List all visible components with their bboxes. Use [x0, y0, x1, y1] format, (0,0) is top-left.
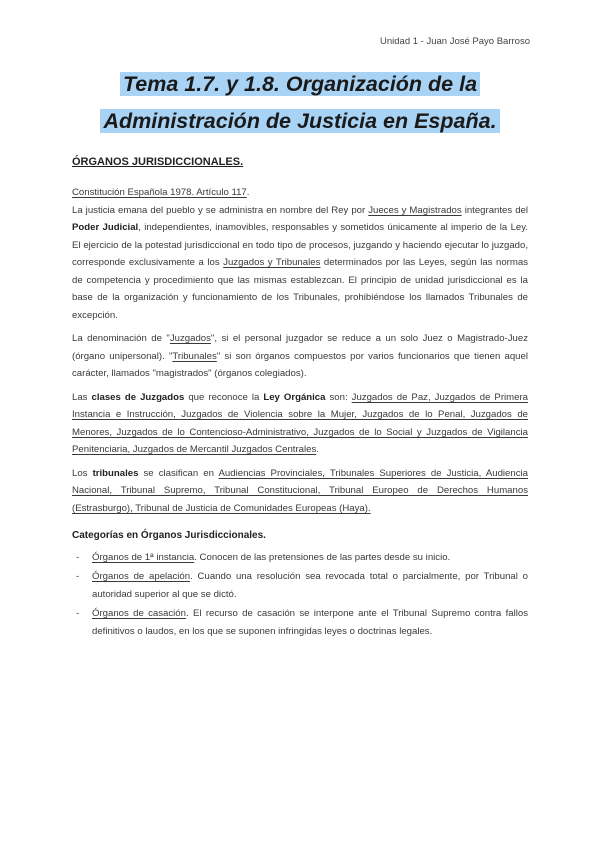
list-item — [72, 549, 528, 567]
underlined-term: Órganos de apelación — [92, 571, 191, 582]
paragraph-constitucion — [72, 184, 528, 324]
text-run: La justicia emana del pueblo y se administra en nombre del Rey por — [72, 204, 369, 216]
underlined-term: Órganos de casación — [92, 608, 186, 619]
categorias-list — [72, 549, 528, 641]
text-run: se clasifican en — [138, 467, 219, 479]
underlined-term: Juzgados de Paz, Juzgados de Primera Instancia e Instrucción, Juzgados de Violencia sobre la Mujer, Juzgados de lo Penal, Juzgados de Menores, Juzgados de lo Contencioso-Administrativo, Juzgados de lo Social y Juzgados de Vigilancia Penitenciaria, Juzgados de Mercantil Juzgados Centrales — [72, 391, 528, 455]
bullet-dash: - — [76, 551, 80, 563]
underlined-term: Órganos de 1ª instancia — [92, 551, 195, 563]
document-title — [72, 66, 528, 140]
text-run: integrantes del — [461, 204, 528, 216]
bold-term: tribunales — [92, 467, 139, 479]
list-item — [72, 605, 528, 640]
title-line-1: Tema 1.7. y 1.8. Organización de la — [120, 72, 480, 96]
text-run: " si son órganos compuestos por varios funcionarios que tienen aquel carácter, llamados "magistrados" (órganos colegiados). — [72, 350, 528, 379]
paragraph-clases-juzgados — [72, 389, 528, 459]
source-reference: Constitución Española 1978. Artículo 117 — [72, 187, 247, 198]
title-line-2: Administración de Justicia en España. — [100, 109, 499, 133]
text-run: Las — [72, 391, 92, 403]
bold-term: clases de Juzgados — [91, 391, 185, 403]
underlined-term: Audiencias Provinciales, Tribunales Superiores de Justicia, Audiencia Nacional, Tribunal Supremo, Tribunal Constitucional, Tribunal Europeo de Derechos Humanos (Estrasburgo), Tribunal de Justicia de Comunidades Europeas (Haya). — [72, 467, 528, 514]
text-run: La denominación de " — [72, 333, 170, 344]
text-run: . Conocen de las pretensiones de las partes desde su inicio. — [194, 551, 451, 563]
bold-term: Ley Orgánica — [263, 391, 326, 403]
text-run: . Cuando una resolución sea revocada total o parcialmente, por Tribunal o autoridad superior al que se dictó. — [92, 571, 529, 600]
bullet-dash: - — [76, 571, 80, 582]
list-item — [72, 568, 528, 603]
text-run: . — [316, 444, 319, 455]
text-run: ", si el personal juzgador se reduce a un solo Juez o Magistrado-Juez (órgano unipersonal). " — [72, 333, 528, 362]
section-heading-organos: ÓRGANOS JURISDICCIONALES. — [72, 156, 244, 168]
text-run: son: — [325, 391, 352, 403]
bold-term: Poder Judicial — [72, 222, 139, 233]
text-run: determinados por las Leyes, según las normas de competencia y procedimiento que las mismas establezcan. El principio de unidad jurisdiccional es la base de la organización y funcionamiento de los Tribunales, prohibiéndose los llamados Tribunales de excepción. — [72, 257, 529, 321]
bullet-dash: - — [76, 608, 80, 619]
text-run: que reconoce la — [184, 391, 264, 403]
text-run: , independientes, inamovibles, responsables y sometidos únicamente al imperio de la Ley. El ejercicio de la potestad jurisdiccional en todo tipo de procesos, juzgando y haciendo ejecutar lo juzgado, corresponde exclusivamente a los — [72, 222, 528, 268]
text-run: Los — [72, 467, 93, 479]
paragraph-denominacion — [72, 330, 528, 383]
text-run: . — [246, 187, 250, 198]
page-header: Unidad 1 - Juan José Payo Barroso — [380, 36, 530, 47]
underlined-term: Tribunales — [172, 350, 217, 362]
underlined-term: Juzgados y Tribunales — [223, 257, 321, 268]
section-heading-categorias: Categorías en Órganos Jurisdiccionales. — [72, 530, 266, 541]
text-run: . El recurso de casación se interpone ante el Tribunal Supremo contra fallos definitivos o laudos, en los que se suponen infringidas leyes o doctrinas legales. — [92, 608, 528, 637]
paragraph-tribunales — [72, 465, 528, 518]
underlined-term: Jueces y Magistrados — [368, 204, 462, 216]
document-body — [72, 184, 528, 642]
underlined-term: Juzgados — [169, 333, 211, 344]
